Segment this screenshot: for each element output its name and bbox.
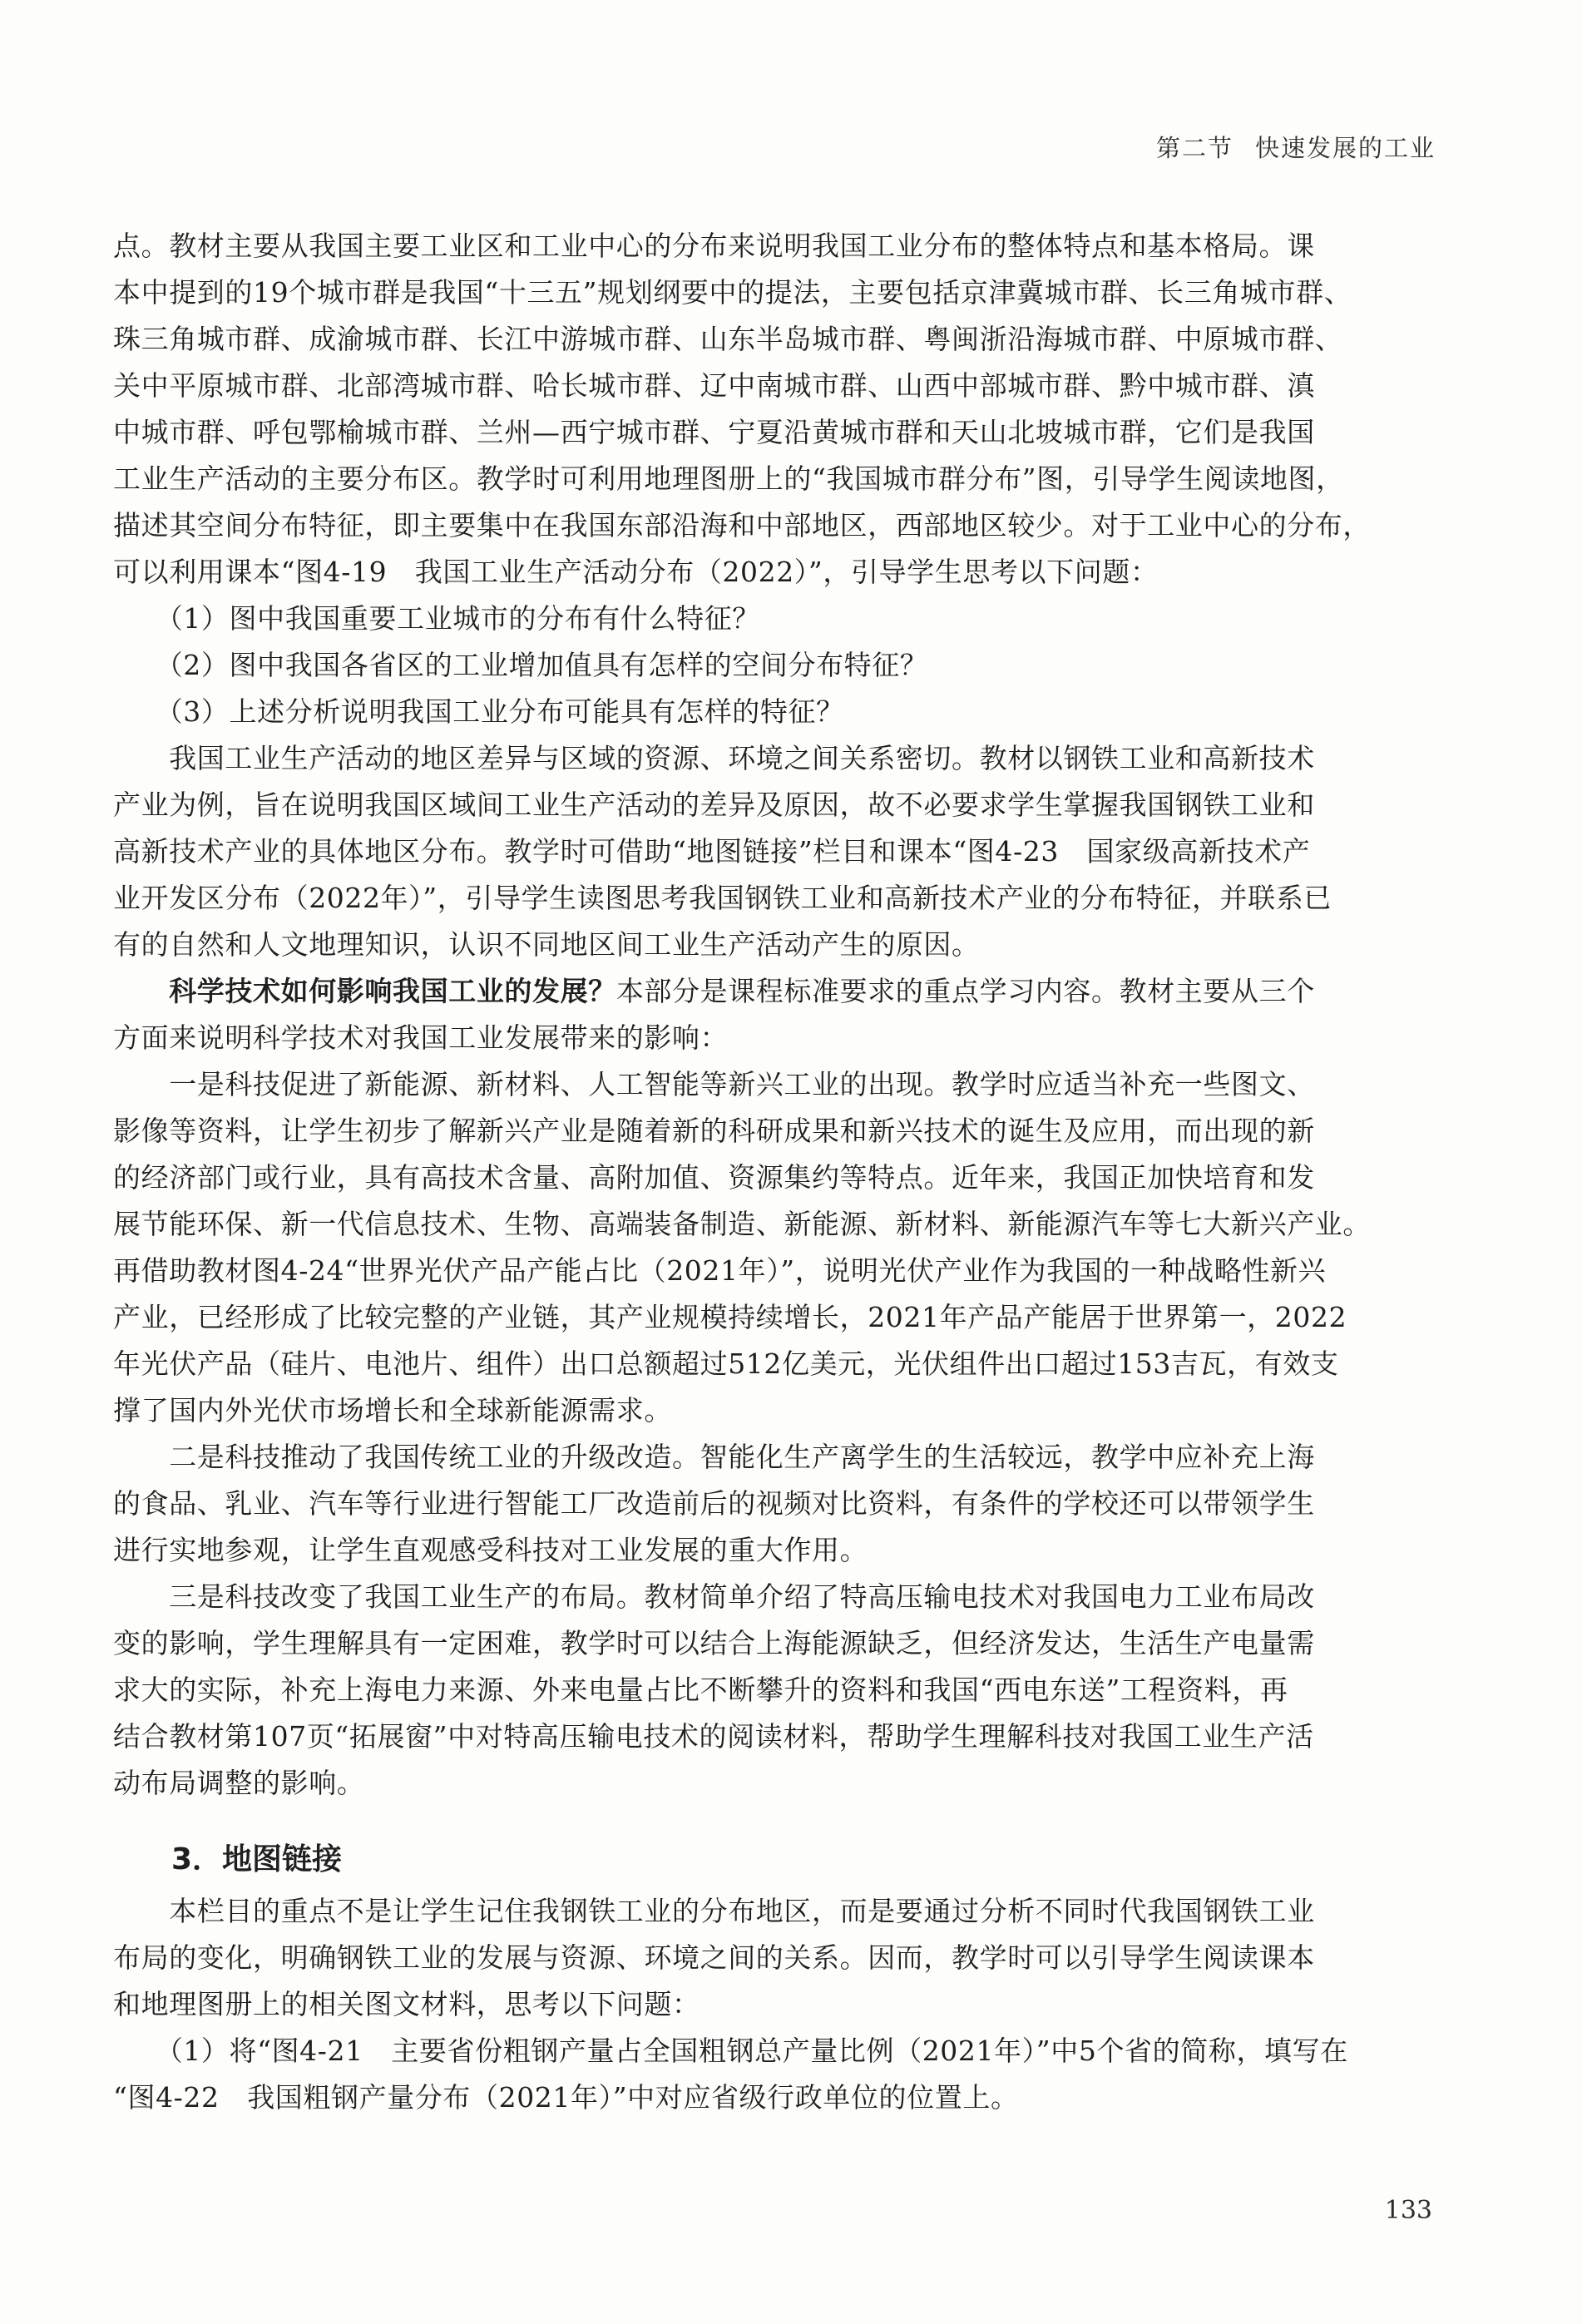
text-line: 展节能环保、新一代信息技术、生物、高端装备制造、新能源、新材料、新能源汽车等七大新兴产业。 [113, 1208, 1371, 1240]
text-line: 本中提到的19个城市群是我国“十三五”规划纲要中的提法，主要包括京津冀城市群、长三角城市群、 [113, 276, 1352, 309]
text-line: 一是科技促进了新能源、新材料、人工智能等新兴工业的出现。教学时应适当补充一些图文、 [113, 1068, 1315, 1100]
text-line: 描述其空间分布特征，即主要集中在我国东部沿海和中部地区，西部地区较少。对于工业中心的分布， [113, 509, 1371, 541]
text-line: 产业，已经形成了比较完整的产业链，其产业规模持续增长，2021年产品产能居于世界第一，2022 [113, 1301, 1347, 1333]
text-line: 三是科技改变了我国工业生产的布局。教材简单介绍了特高压输电技术对我国电力工业布局改 [113, 1580, 1315, 1613]
text-line: 有的自然和人文地理知识，认识不同地区间工业生产活动产生的原因。 [113, 928, 980, 961]
text-line: 工业生产活动的主要分布区。教学时可利用地理图册上的“我国城市群分布”图，引导学生阅读地图， [113, 462, 1344, 495]
text-line: 和地理图册上的相关图文材料，思考以下问题： [113, 1988, 700, 2020]
text-line: 二是科技推动了我国传统工业的升级改造。智能化生产离学生的生活较远，教学中应补充上海 [113, 1441, 1315, 1473]
text-line: 高新技术产业的具体地区分布。教学时可借助“地图链接”栏目和课本“图4-23 国家级高新技术产 [113, 835, 1311, 868]
text-line: “图4-22 我国粗钢产量分布（2021年）”中对应省级行政单位的位置上。 [113, 2081, 1019, 2114]
science-lead-text: 本部分是课程标准要求的重点学习内容。教材主要从三个 [615, 975, 1315, 1007]
header-section-title: 快速发展的工业 [1254, 134, 1436, 162]
header-section-number: 第二节 [1155, 134, 1233, 162]
text-line: 中城市群、呼包鄂榆城市群、兰州—西宁城市群、宁夏沿黄城市群和天山北坡城市群，它们是我国 [113, 416, 1315, 448]
text-line: 布局的变化，明确钢铁工业的发展与资源、环境之间的关系。因而，教学时可以引导学生阅读课本 [113, 1941, 1315, 1974]
text-line: 撑了国内外光伏市场增长和全球新能源需求。 [113, 1394, 672, 1427]
science-lead-line [113, 968, 1439, 1015]
text-line: 方面来说明科学技术对我国工业发展带来的影响： [113, 1021, 729, 1054]
question-line: （3）上述分析说明我国工业分布可能具有怎样的特征？ [113, 695, 844, 728]
running-header [1156, 130, 1436, 164]
text-line: 本栏目的重点不是让学生记住我钢铁工业的分布地区，而是要通过分析不同时代我国钢铁工业 [113, 1895, 1315, 1927]
text-line: 的经济部门或行业，具有高技术含量、高附加值、资源集约等特点。近年来，我国正加快培育和发 [113, 1161, 1315, 1194]
section-heading: 3．地图链接 [171, 1842, 343, 1877]
text-line: 珠三角城市群、成渝城市群、长江中游城市群、山东半岛城市群、粤闽浙沿海城市群、中原城市群、 [113, 323, 1343, 355]
text-line: 年光伏产品（硅片、电池片、组件）出口总额超过512亿美元，光伏组件出口超过153吉瓦，有效支 [113, 1347, 1339, 1380]
body-text [113, 223, 1439, 2121]
text-line: 结合教材第107页“拓展窗”中对特高压输电技术的阅读材料，帮助学生理解科技对我国工业生产活 [113, 1720, 1314, 1753]
text-line: 进行实地参观，让学生直观感受科技对工业发展的重大作用。 [113, 1534, 868, 1566]
text-line: 求大的实际，补充上海电力来源、外来电量占比不断攀升的资料和我国“西电东送”工程资料，再 [113, 1674, 1288, 1706]
bold-topic-question: 科学技术如何影响我国工业的发展？ [169, 975, 616, 1007]
text-line: 可以利用课本“图4-19 我国工业生产活动分布（2022）”，引导学生思考以下问题： [113, 556, 1159, 588]
page-number: 133 [1384, 2196, 1432, 2225]
text-line: 影像等资料，让学生初步了解新兴产业是随着新的科研成果和新兴技术的诞生及应用，而出现的新 [113, 1115, 1315, 1147]
text-line: 业开发区分布（2022年）”，引导学生读图思考我国钢铁工业和高新技术产业的分布特征，并联系已 [113, 882, 1332, 914]
text-line: 再借助教材图4-24“世界光伏产品产能占比（2021年）”，说明光伏产业作为我国的一种战略性新兴 [113, 1254, 1327, 1287]
text-line: 动布局调整的影响。 [113, 1767, 365, 1799]
question-line: （1）图中我国重要工业城市的分布有什么特征？ [113, 602, 760, 635]
text-line: 产业为例，旨在说明我国区域间工业生产活动的差异及原因，故不必要求学生掌握我国钢铁工业和 [113, 789, 1315, 821]
text-line: 关中平原城市群、北部湾城市群、哈长城市群、辽中南城市群、山西中部城市群、黔中城市群、滇 [113, 369, 1315, 402]
text-line: （1）将“图4-21 主要省份粗钢产量占全国粗钢总产量比例（2021年）”中5个省的简称，填写在 [113, 2035, 1348, 2067]
text-line: 变的影响，学生理解具有一定困难，教学时可以结合上海能源缺乏，但经济发达，生活生产电量需 [113, 1627, 1315, 1659]
question-line: （2）图中我国各省区的工业增加值具有怎样的空间分布特征？ [113, 649, 928, 681]
text-line: 的食品、乳业、汽车等行业进行智能工厂改造前后的视频对比资料，有条件的学校还可以带领学生 [113, 1487, 1315, 1520]
text-line: 点。教材主要从我国主要工业区和工业中心的分布来说明我国工业分布的整体特点和基本格局。课 [113, 230, 1315, 262]
text-line: 我国工业生产活动的地区差异与区域的资源、环境之间关系密切。教材以钢铁工业和高新技术 [113, 742, 1315, 774]
